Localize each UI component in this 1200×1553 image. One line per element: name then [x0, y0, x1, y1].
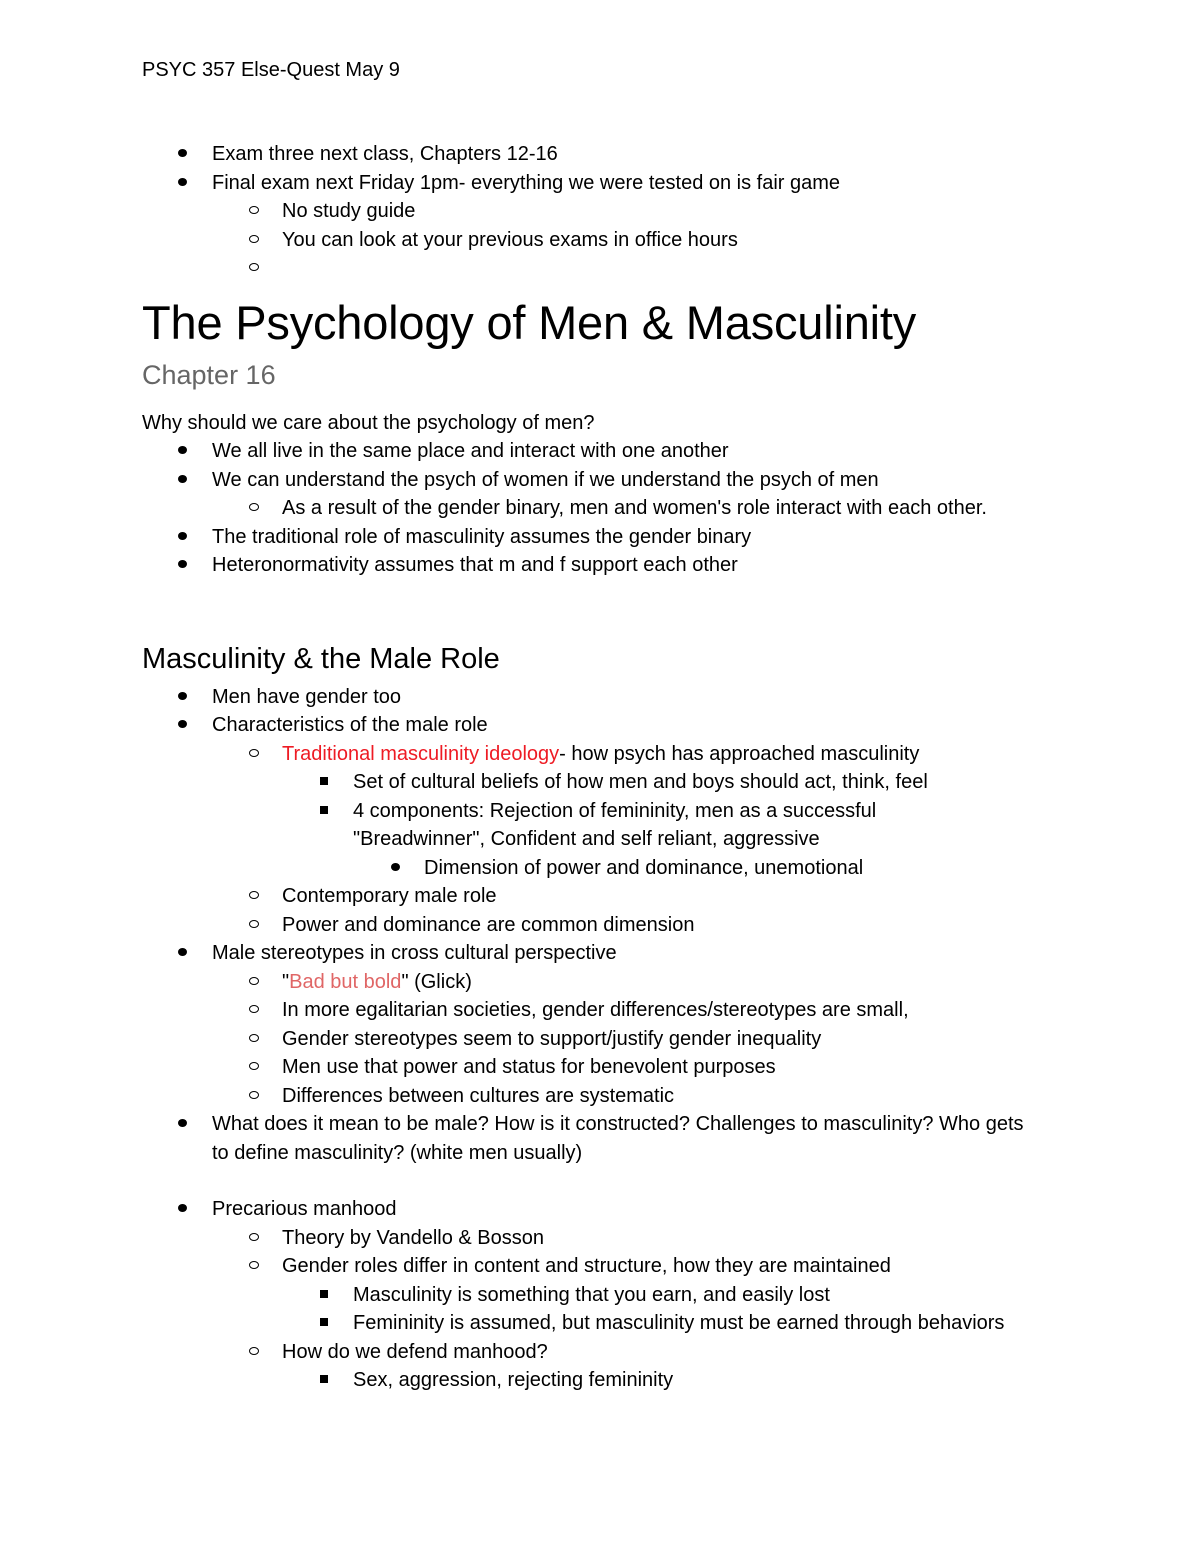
- list-item: Heteronormativity assumes that m and f support each other: [142, 551, 1092, 580]
- list-item: The traditional role of masculinity assumes the gender binary: [142, 523, 1092, 552]
- why-question: Why should we care about the psychology of men?: [142, 411, 595, 434]
- bullet-circle-icon: [244, 968, 264, 997]
- masculinity-list: [142, 683, 1092, 1168]
- bullet-dot-icon: [172, 140, 192, 169]
- list-item: "Bad but bold" (Glick): [142, 968, 1092, 997]
- list-item: Exam three next class, Chapters 12-16: [142, 140, 1092, 169]
- list-item: As a result of the gender binary, men and women's role interact with each other.: [142, 494, 1092, 523]
- list-item: How do we defend manhood?: [142, 1338, 1092, 1367]
- list-item: Male stereotypes in cross cultural perspective: [142, 939, 1092, 968]
- list-item: In more egalitarian societies, gender differences/stereotypes are small,: [142, 996, 1092, 1025]
- list-item: Characteristics of the male role: [142, 711, 1092, 740]
- list-item: Precarious manhood: [142, 1195, 1092, 1224]
- announcements-list: [142, 140, 1092, 283]
- list-item: Set of cultural beliefs of how men and boys should act, think, feel: [142, 768, 1092, 797]
- bullet-circle-icon: [244, 1082, 264, 1111]
- why-list: [142, 437, 1092, 580]
- page-subtitle: Chapter 16: [142, 359, 276, 390]
- bullet-circle-icon: [244, 254, 264, 283]
- list-item: Theory by Vandello & Bosson: [142, 1224, 1092, 1253]
- highlighted-term: Traditional masculinity ideology: [282, 742, 560, 765]
- bullet-dot-icon: [172, 1110, 192, 1139]
- bullet-square-icon: [314, 768, 334, 797]
- list-item: We can understand the psych of women if we understand the psych of men: [142, 466, 1092, 495]
- list-item: You can look at your previous exams in office hours: [142, 226, 1092, 255]
- highlighted-term: Bad but bold: [289, 970, 402, 993]
- list-item: Contemporary male role: [142, 882, 1092, 911]
- list-item: What does it mean to be male? How is it constructed? Challenges to masculinity? Who gets to define masculinity? (white men usually): [142, 1110, 1092, 1167]
- bullet-dot-icon: [172, 437, 192, 466]
- bullet-circle-icon: [244, 740, 264, 769]
- bullet-dot-icon: [172, 466, 192, 495]
- bullet-circle-icon: [244, 494, 264, 523]
- list-item: Power and dominance are common dimension: [142, 911, 1092, 940]
- bullet-dot-icon: [172, 169, 192, 198]
- bullet-circle-icon: [244, 1025, 264, 1054]
- bullet-circle-icon: [244, 1053, 264, 1082]
- bullet-square-icon: [314, 1366, 334, 1395]
- bullet-dot-icon: [385, 854, 405, 883]
- list-item: Men have gender too: [142, 683, 1092, 712]
- bullet-dot-icon: [172, 939, 192, 968]
- bullet-circle-icon: [244, 1252, 264, 1281]
- list-item: Gender stereotypes seem to support/justify gender inequality: [142, 1025, 1092, 1054]
- list-item: No study guide: [142, 197, 1092, 226]
- list-item: We all live in the same place and interact with one another: [142, 437, 1092, 466]
- list-item: Femininity is assumed, but masculinity must be earned through behaviors: [142, 1309, 1092, 1338]
- bullet-dot-icon: [172, 683, 192, 712]
- section-heading: Masculinity & the Male Role: [142, 642, 500, 675]
- bullet-square-icon: [314, 797, 334, 826]
- bullet-circle-icon: [244, 882, 264, 911]
- page-title: The Psychology of Men & Masculinity: [142, 295, 917, 349]
- list-item: Traditional masculinity ideology- how psych has approached masculinity: [142, 740, 1092, 769]
- list-item: Differences between cultures are systematic: [142, 1082, 1092, 1111]
- bullet-circle-icon: [244, 996, 264, 1025]
- bullet-circle-icon: [244, 1338, 264, 1367]
- list-item: Men use that power and status for benevolent purposes: [142, 1053, 1092, 1082]
- bullet-circle-icon: [244, 226, 264, 255]
- bullet-dot-icon: [172, 523, 192, 552]
- bullet-circle-icon: [244, 911, 264, 940]
- list-item: Dimension of power and dominance, unemotional: [142, 854, 1092, 883]
- bullet-circle-icon: [244, 1224, 264, 1253]
- precarious-manhood-list: [142, 1195, 1092, 1395]
- list-item: Masculinity is something that you earn, and easily lost: [142, 1281, 1092, 1310]
- document-header: PSYC 357 Else-Quest May 9: [142, 59, 400, 81]
- bullet-square-icon: [314, 1309, 334, 1338]
- list-item: Final exam next Friday 1pm- everything we were tested on is fair game: [142, 169, 1092, 198]
- bullet-circle-icon: [244, 197, 264, 226]
- bullet-dot-icon: [172, 551, 192, 580]
- bullet-square-icon: [314, 1281, 334, 1310]
- bullet-dot-icon: [172, 1195, 192, 1224]
- bullet-dot-icon: [172, 711, 192, 740]
- list-item: Sex, aggression, rejecting femininity: [142, 1366, 1092, 1395]
- document-page: [142, 56, 1092, 1395]
- list-item: 4 components: Rejection of femininity, men as a successful "Breadwinner", Confident and self reliant, aggressive: [142, 797, 1092, 854]
- list-item: Gender roles differ in content and structure, how they are maintained: [142, 1252, 1092, 1281]
- list-item-empty: [142, 254, 1092, 283]
